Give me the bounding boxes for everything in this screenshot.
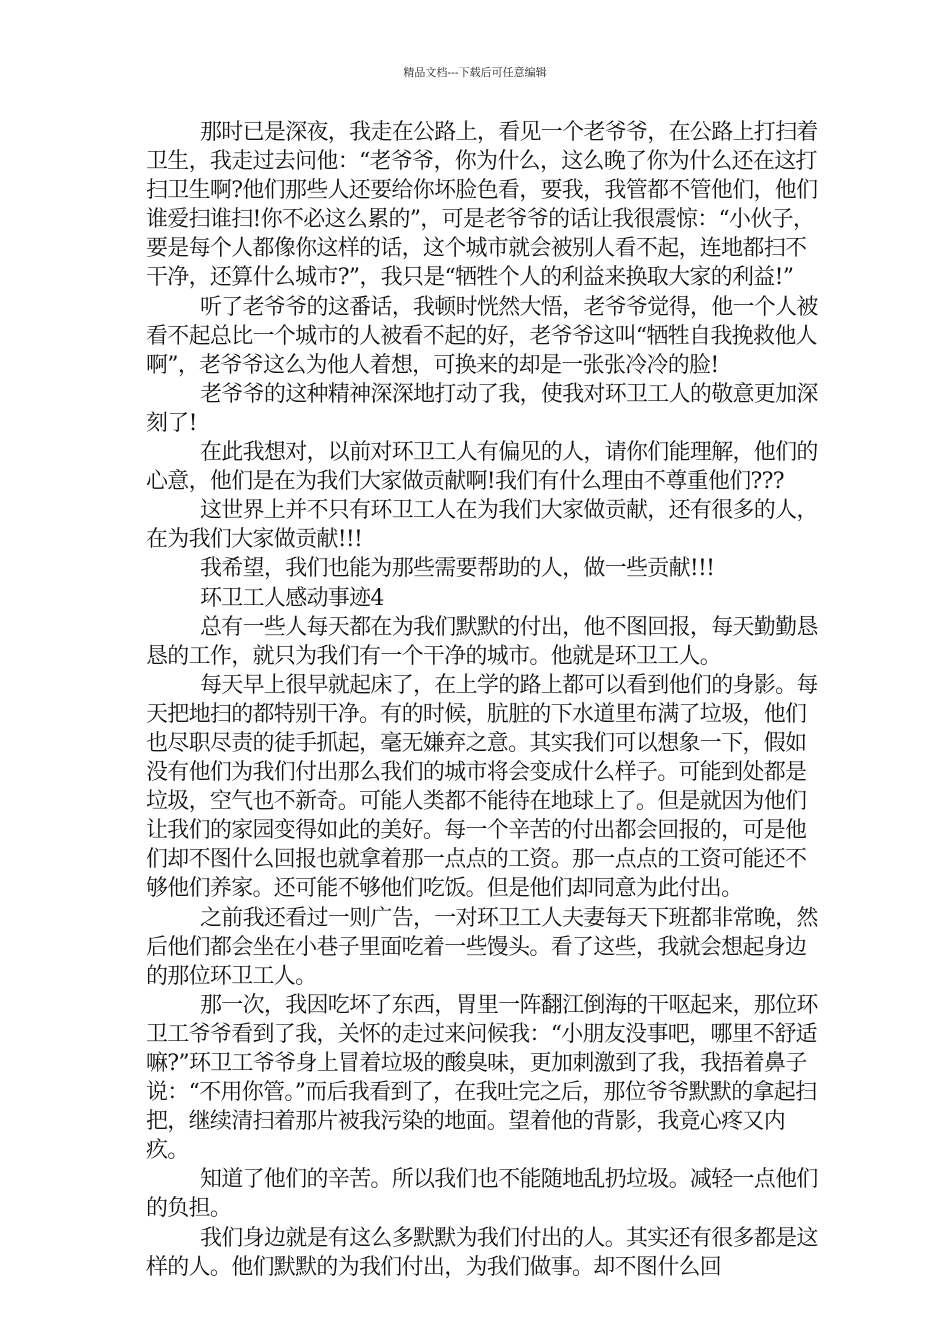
paragraph-2: 听了老爷爷的这番话，我顿时恍然大悟，老爷爷觉得，他一个人被看不起总比一个城市的人被看不起的好，老爷爷这叫“牺牲自我挽救他人啊”，老爷爷这么为他人着想，可换来的却是一张张冷冷的脸! [146,294,818,378]
paragraph-3: 老爷爷的这种精神深深地打动了我，使我对环卫工人的敬意更加深刻了! [146,381,818,436]
document-body [146,118,826,1282]
paragraph-7: 总有一些人每天都在为我们默默的付出，他不图回报，每天勤勤恳恳的工作，就只为我们有一个干净的城市。他就是环卫工人。 [146,614,818,669]
paragraph-12: 我们身边就是有这么多默默为我们付出的人。其实还有很多都是这样的人。他们默默的为我们付出，为我们做事。却不图什么回 [146,1225,818,1280]
paragraph-9: 之前我还看过一则广告，一对环卫工人夫妻每天下班都非常晚，然后他们都会坐在小巷子里面吃着一些馒头。看了这些，我就会想起身边的那位环卫工人。 [146,905,818,989]
page-header: 精品文档---下载后可任意编辑 [403,66,547,79]
paragraph-11: 知道了他们的辛苦。所以我们也不能随地乱扔垃圾。减轻一点他们的负担。 [146,1167,818,1222]
paragraph-10: 那一次，我因吃坏了东西，胃里一阵翻江倒海的干呕起来，那位环卫工爷爷看到了我，关怀的走过来问候我：“小朋友没事吧，哪里不舒适嘛?”环卫工爷爷身上冒着垃圾的酸臭味，更加刺激到了我，我捂着鼻子说：“不用你管。”而后我看到了，在我吐完之后，那位爷爷默默的拿起扫把，继续清扫着那片被我污染的地面。望着他的背影，我竟心疼又内疚。 [146,992,818,1164]
paragraph-6: 我希望，我们也能为那些需要帮助的人，做一些贡献!!! [200,556,715,582]
paragraph-4: 在此我想对，以前对环卫工人有偏见的人，请你们能理解，他们的心意，他们是在为我们大家做贡献啊!我们有什么理由不尊重他们??? [146,440,818,495]
section-heading: 环卫工人感动事迹4 [200,585,384,611]
paragraph-8: 每天早上很早就起床了，在上学的路上都可以看到他们的身影。每天把地扫的都特别干净。有的时候，肮脏的下水道里布满了垃圾，他们也尽职尽责的徒手抓起，毫无嫌弃之意。其实我们可以想象一下，假如没有他们为我们付出那么我们的城市将会变成什么样子。可能到处都是垃圾，空气也不新奇。可能人类都不能待在地球上了。但是就因为他们让我们的家园变得如此的美好。每一个辛苦的付出都会回报的，可是他们却不图什么回报也就拿着那一点点的工资。那一点点的工资可能还不够他们养家。还可能不够他们吃饭。但是他们却同意为此付出。 [146,672,818,902]
paragraph-5: 这世界上并不只有环卫工人在为我们大家做贡献，还有很多的人，在为我们大家做贡献!!! [146,498,818,553]
paragraph-1: 那时已是深夜，我走在公路上，看见一个老爷爷，在公路上打扫着卫生，我走过去问他：“老爷爷，你为什么，这么晚了你为什么还在这打扫卫生啊?他们那些人还要给你坏脸色看，要我，我管都不管他们，他们谁爱扫谁扫!你不必这么累的”，可是老爷爷的话让我很震惊：“小伙子，要是每个人都像你这样的话，这个城市就会被别人看不起，连地都扫不干净，还算什么城市?”，我只是“牺牲个人的利益来换取大家的利益!” [146,120,818,291]
